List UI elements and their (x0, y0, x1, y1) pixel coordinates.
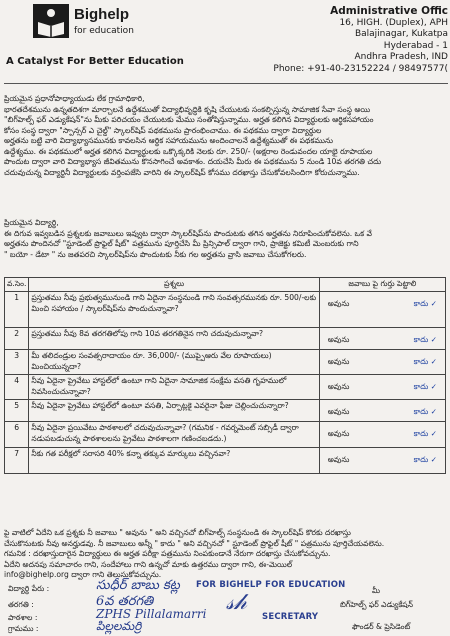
yes-option[interactable]: అవును (327, 382, 350, 391)
header-divider (4, 83, 448, 84)
row-answer (319, 422, 445, 448)
phone-line: Phone: +91-40-23152224 / 98497577( (273, 63, 448, 74)
yes-option[interactable]: అవును (327, 455, 350, 464)
row-question: నీకు గత పరీక్షలో సరాసరి 40% కన్నా తక్కువ మార్కులు వచ్చినవా? (29, 448, 319, 474)
paragraph-line: పొందుట ద్వారా వారి విద్యాభ్యాస జీవితమును కొనసాగించే అవకాశం. దయచేసి మీరు ఈ పథకమును 5 నుండి 10వ తరగతి చదు (4, 157, 382, 166)
no-option[interactable]: కాదు ✓ (413, 299, 437, 308)
row-answer (319, 292, 445, 328)
col-header-number: వ.సెం. (5, 278, 29, 292)
row-answer (319, 328, 445, 350)
class-label: తరగతి : (8, 600, 34, 609)
brand-subtitle: for education (74, 26, 134, 36)
no-option[interactable]: కాదు ✓ (413, 335, 437, 344)
table-row (5, 328, 446, 350)
paragraph-line: కోసం సంస్థ ద్వారా "స్పాన్సర్ ఎ చైల్డ్" స్కాలర్‌షిప్ పథకమును ప్రారంభించాము. ఈ పథకము ద్వారా విద్యార్థుల (4, 125, 322, 135)
no-option[interactable]: కాదు ✓ (413, 357, 437, 366)
row-answer (319, 400, 445, 422)
row-answer (319, 375, 445, 400)
yes-option[interactable]: అవును (327, 407, 350, 416)
col-header-answer: జవాబు పై గుర్తు పెట్టాలి (319, 278, 445, 292)
school-value[interactable]: ZPHS Pillalamarri (96, 607, 207, 621)
signature: 𝓈𝒽 (226, 590, 247, 615)
row-answer (319, 350, 445, 375)
row-number: 5 (5, 400, 29, 422)
address-line: 16, HIGH. (Duplex), APH (339, 17, 448, 28)
greeting: ప్రియమైన ప్రధానోపాధ్యాయుడు లేక గ్రామాధికారి, (4, 94, 145, 103)
address-line: Balajinagar, Kukatpa (354, 29, 448, 39)
secretary-stamp: SECRETARY (262, 612, 319, 622)
row-question: మీ తలిదండ్రుల సంవత్సరాదాయం రూ. 36,000/- (ముప్పైఆరు వేల రూపాయలు) మించియున్నదా? (29, 350, 319, 375)
brand-name: Bighelp (74, 6, 129, 23)
organization-stamp: FOR BIGHELP FOR EDUCATION (196, 580, 346, 590)
paragraph-line: భారతదేశమును ఉన్నతదిశగా మార్చాలనే ఉద్దేశముతో విద్యాభివృద్ధికి కృషి చేయుటకు సంకల్పిస్తున్న సామాజిక సేవా సంస్థ అయి (4, 104, 371, 114)
letter-body-1 (4, 94, 448, 178)
table-row (5, 400, 446, 422)
student-name-value[interactable]: సుధీర్ బాబు కట్ల (96, 578, 180, 593)
row-question: నీవు ఏదైనా ప్రయివేటు పాఠశాలలో చదువుచున్నావా? (గమనిక - గవర్నమెంట్ సబ్సిడీ ద్వారా నడుపబడుచున్న పాఠశాలలను ప్రైవేటు పాఠశాలగా గణించబడదు.) (29, 422, 319, 448)
paragraph-line: అర్హతను పొందినచో "స్టూడెంట్ ప్రొఫైల్ షీట్" పత్రమును పూర్తిచేసి మీ ప్రిన్సిపాల్ ద్వారా గాని, ప్రాజెక్టు కమిటీ మెంబరుకు గాని (4, 239, 359, 248)
letter-body-2 (4, 218, 448, 260)
row-answer (319, 448, 445, 474)
no-option[interactable]: కాదు ✓ (413, 455, 437, 464)
yes-option[interactable]: అవును (327, 357, 350, 366)
student-name-label: విద్యార్థి పేరు : (8, 584, 50, 593)
row-question: ప్రస్తుతము నీవు 8వ తరగతిలోపు గాని 10వ తరగతినైన గాని చదువుచున్నావా? (29, 328, 319, 350)
no-option[interactable]: కాదు ✓ (413, 382, 437, 391)
paragraph-line: చదువుచున్న విద్యార్థినీ విద్యార్థులకు వర్తింపజేసి వారిని ఈ స్కాలర్‌షిప్ కోసము దరఖాస్తు చేసుకోవలసిందిగా కోరుచున్నాము. (4, 167, 360, 177)
table-row (5, 292, 446, 328)
note-line: చేసుకొనుటకు నీవు అనర్హుడవు. నీ జవాబులు అన్నీ " కాదు " అని వచ్చినచో " స్టూడెంట్ ప్రొఫైల్ షీట్ " పత్రమును పూర్తిచేయవలెను. (4, 538, 385, 548)
school-label: పాఠశాల : (8, 613, 38, 622)
paragraph-line: ఉద్దేశ్యము. ఈ పథకములో అర్హత కలిగిన విద్యార్థులకు ఒక్కొక్కరికి నెలకు రూ. 250/- (అక్షరాల రెండువందల యాభై రూపాయల (4, 146, 373, 156)
office-address (248, 6, 448, 75)
row-number: 3 (5, 350, 29, 375)
row-number: 7 (5, 448, 29, 474)
table-row (5, 350, 446, 375)
organization-label: బిగ్‌హెల్ప్ ఫర్ ఎడ్యుకేషన్ (340, 600, 413, 609)
row-number: 6 (5, 422, 29, 448)
bighelp-logo (33, 4, 69, 38)
row-number: 1 (5, 292, 29, 328)
address-line: Hyderabad - 1 (383, 40, 448, 51)
no-option[interactable]: కాదు ✓ (413, 429, 437, 438)
footer-note (4, 528, 448, 581)
village-label: గ్రామము : (8, 624, 39, 633)
row-question: ప్రస్తుతము నీవు ప్రభుత్వమునుండి గాని ఏదైనా సంస్థనుండి గాని సంవత్సరమునకు రూ. 500/-లకు మించి సహాయం / స్కాలర్‌షిప్‌ను పొందుచున్నావా? (29, 292, 319, 328)
village-value[interactable]: పిల్లలమర్రి (96, 619, 142, 633)
yes-option[interactable]: అవును (327, 429, 350, 438)
row-number: 2 (5, 328, 29, 350)
table-row (5, 422, 446, 448)
note-line: ఏదేని అదనపు సమాచారం గాని, సందేహాలు గాని ఉన్నచో మాకు ఉత్తరము ద్వారా గాని, ఈ-మెయిల్ (4, 559, 293, 569)
class-value[interactable]: 6వ తరగతి (96, 594, 154, 609)
paragraph-line: ఈ దిగువ ఇవ్వబడిన ప్రశ్నలకు జవాబులు ఇవ్వుట ద్వారా స్కాలర్‌షిప్‌ను పొందుటకు తగిన అర్హతను నిరూపించుకోవలెను. ఒక వే (4, 228, 372, 238)
yes-option[interactable]: అవును (327, 299, 350, 308)
office-title: Administrative Offic (330, 5, 448, 17)
eligibility-table (4, 277, 446, 474)
yes-option[interactable]: అవును (327, 335, 350, 344)
paragraph-line: "బిగ్‌హెల్ప్ ఫర్ ఎడ్యుకేషన్"ను మీకు పరిచయం చేయుటకు మేము సంతోషిస్తున్నాము. అర్హత కలిగిన విద్యార్థులకు ఆర్థికసహాయం (4, 115, 374, 124)
row-question: నీవు ఏదైనా ప్రైవేటు హాస్టల్‌లో ఉంటూ వసతి, ఏర్పాట్లకై ఎవరైనా ఫీజు చెల్లించుచున్నారా? (29, 400, 319, 422)
tagline: A Catalyst For Better Education (6, 56, 184, 67)
founder-label: ఫౌండర్ & ప్రెసిడెంట్ (352, 622, 411, 631)
no-option[interactable]: కాదు ✓ (413, 407, 437, 416)
book-person-icon (33, 4, 69, 38)
note-line: గమనిక : దరఖాస్తుదారైన విద్యార్థులు ఈ అర్హత పరీక్షా పత్రమును నింపకుండానే నేరుగా దరఖాస్తు చేసుకోవచ్చును. (4, 549, 331, 558)
table-header-row (5, 278, 446, 292)
col-header-questions: ప్రశ్నలు (29, 278, 319, 292)
paragraph-line: అర్హతను బట్టి వారి విద్యాభ్యాసమునకు కావలసిన ఆర్థిక సహాయమును అందించాలనే ఉద్దేశ్యముతో ఈ పథకమును (4, 136, 333, 145)
note-line: పై వాటిలో ఏదేని ఒక ప్రశ్నకు నీ జవాబు " అవును " అని వచ్చినచో బిగ్‌హెల్ప్ సంస్థనుండి ఈ స్కాలర్‌షిప్ కొరకు దరఖాస్తు (4, 528, 351, 537)
salutation: ప్రియమైన విద్యార్థి, (4, 218, 59, 227)
note-line: info@bighelp.org ద్వారా గాని తెలుసుకోవచ్చును. (4, 570, 162, 579)
row-number: 4 (5, 375, 29, 400)
table-row (5, 448, 446, 474)
table-row (5, 375, 446, 400)
row-question: నీవు ఏదైనా ప్రైవేటు హాస్టల్‌లో ఉంటూ గాని ఏదైనా సామాజిక సంక్షేమ వసతి గృహములో నివసించుచున్నావా? (29, 375, 319, 400)
paragraph-line: " బయో - డేటా " ను జతపరచి స్కాలర్‌షిప్‌ను పొందుటకు నీకు గల అర్హతను వ్రాసి జవాబు చేసుకోగలరు. (4, 249, 307, 259)
address-line: Andhra Pradesh, IND (354, 52, 448, 62)
closing-label: మీ (372, 586, 381, 595)
